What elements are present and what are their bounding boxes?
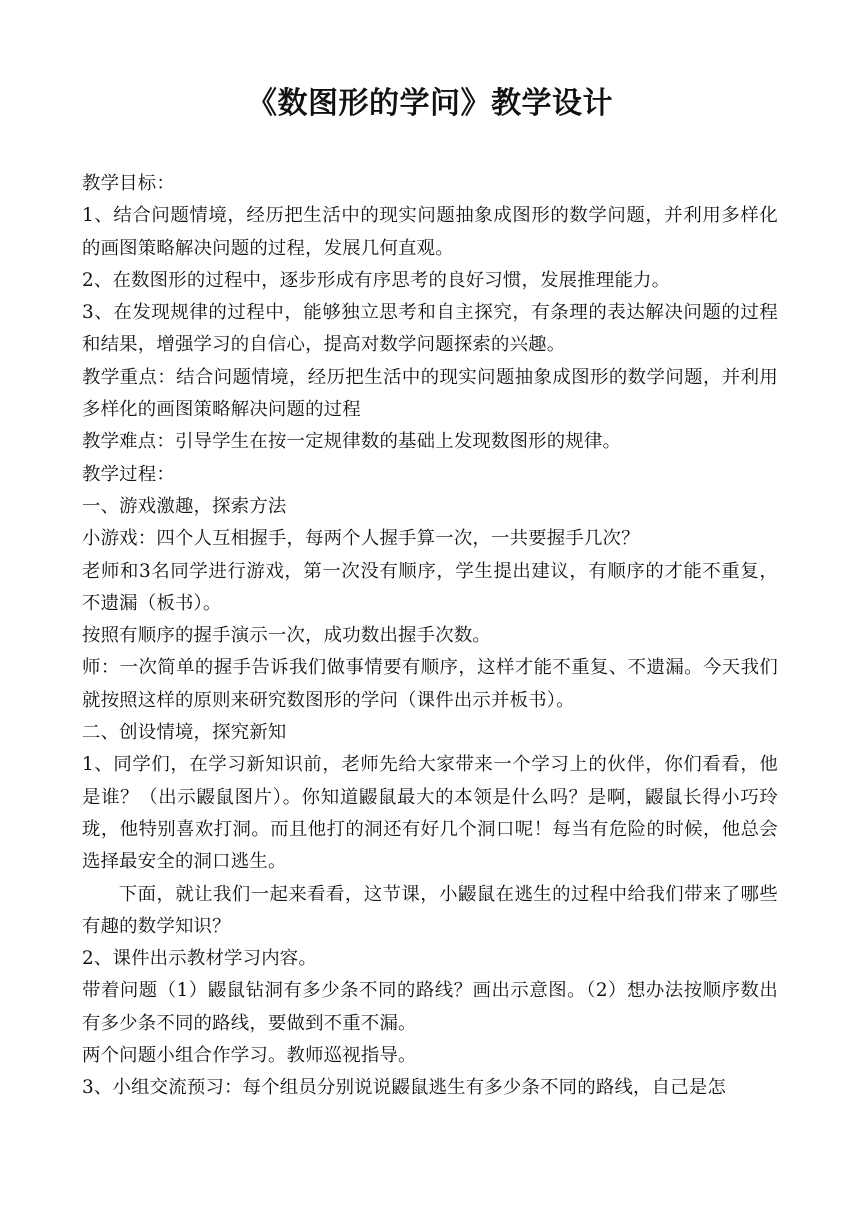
paragraph-teaching-goals-heading: 教学目标： <box>82 173 175 194</box>
paragraph-difficulties: 教学难点：引导学生在按一定规律数的基础上发现数图形的规律。 <box>82 431 622 453</box>
paragraph-mini-game: 小游戏：四个人互相握手，每两个人握手算一次，一共要握手几次？ <box>82 528 640 550</box>
paragraph-key-points: 教学重点：结合问题情境，经历把生活中的现实问题抽象成图形的数学问题，并利用多样化的画图策略解决问题的过程 <box>82 366 778 421</box>
paragraph-game-play: 老师和3名同学进行游戏，第一次没有顺序，学生提出建议，有顺序的才能不重复，不遗漏（板书）。 <box>82 560 778 614</box>
paragraph-courseware: 2、课件出示教材学习内容。 <box>82 948 317 970</box>
paragraph-group-exchange: 3、小组交流预习：每个组员分别说说鼹鼠逃生有多少条不同的路线，自己是怎 <box>82 1077 726 1099</box>
paragraph-section-1-heading: 一、游戏激趣，探索方法 <box>82 495 287 517</box>
document-title: 《数图形的学问》教学设计 <box>247 86 613 121</box>
paragraph-process-heading: 教学过程： <box>82 463 175 485</box>
paragraph-questions: 带着问题（1）鼹鼠钻洞有多少条不同的路线？画出示意图。（2）想办法按顺序数出有多少条不同的路线，要做到不重不漏。 <box>82 980 778 1034</box>
paragraph-section-2-heading: 二、创设情境，探究新知 <box>82 722 287 744</box>
paragraph-goal-2: 2、在数图形的过程中，逐步形成有序思考的良好习惯，发展推理能力。 <box>82 269 671 291</box>
paragraph-group-work: 两个问题小组合作学习。教师巡视指导。 <box>82 1045 417 1067</box>
paragraph-goal-1: 1、结合问题情境，经历把生活中的现实问题抽象成图形的数学问题，并利用多样化的画图策略解决问题的过程，发展几何直观。 <box>82 205 778 259</box>
document-body <box>82 168 778 1105</box>
paragraph-teacher-summary: 师：一次简单的握手告诉我们做事情要有顺序，这样才能不重复、不遗漏。今天我们就按照这样的原则来研究数图形的学问（课件出示并板书）。 <box>82 657 778 711</box>
paragraph-mole-intro: 1、同学们，在学习新知识前，老师先给大家带来一个学习上的伙伴，你们看看，他是谁？（出示鼹鼠图片）。你知道鼹鼠最大的本领是什么吗？是啊，鼹鼠长得小巧玲珑，他特别喜欢打洞。而且他打的洞还有好几个洞口呢！每当有危险的时候，他总会选择最安全的洞口逃生。 <box>82 754 778 873</box>
paragraph-handshake-demo: 按照有顺序的握手演示一次，成功数出握手次数。 <box>82 625 491 647</box>
paragraph-mole-lead-in: 下面，就让我们一起来看看，这节课，小鼹鼠在逃生的过程中给我们带来了哪些有趣的数学知识？ <box>82 883 778 937</box>
paragraph-goal-3: 3、在发现规律的过程中，能够独立思考和自主探究，有条理的表达解决问题的过程和结果，增强学习的自信心，提高对数学问题探索的兴趣。 <box>82 302 778 356</box>
